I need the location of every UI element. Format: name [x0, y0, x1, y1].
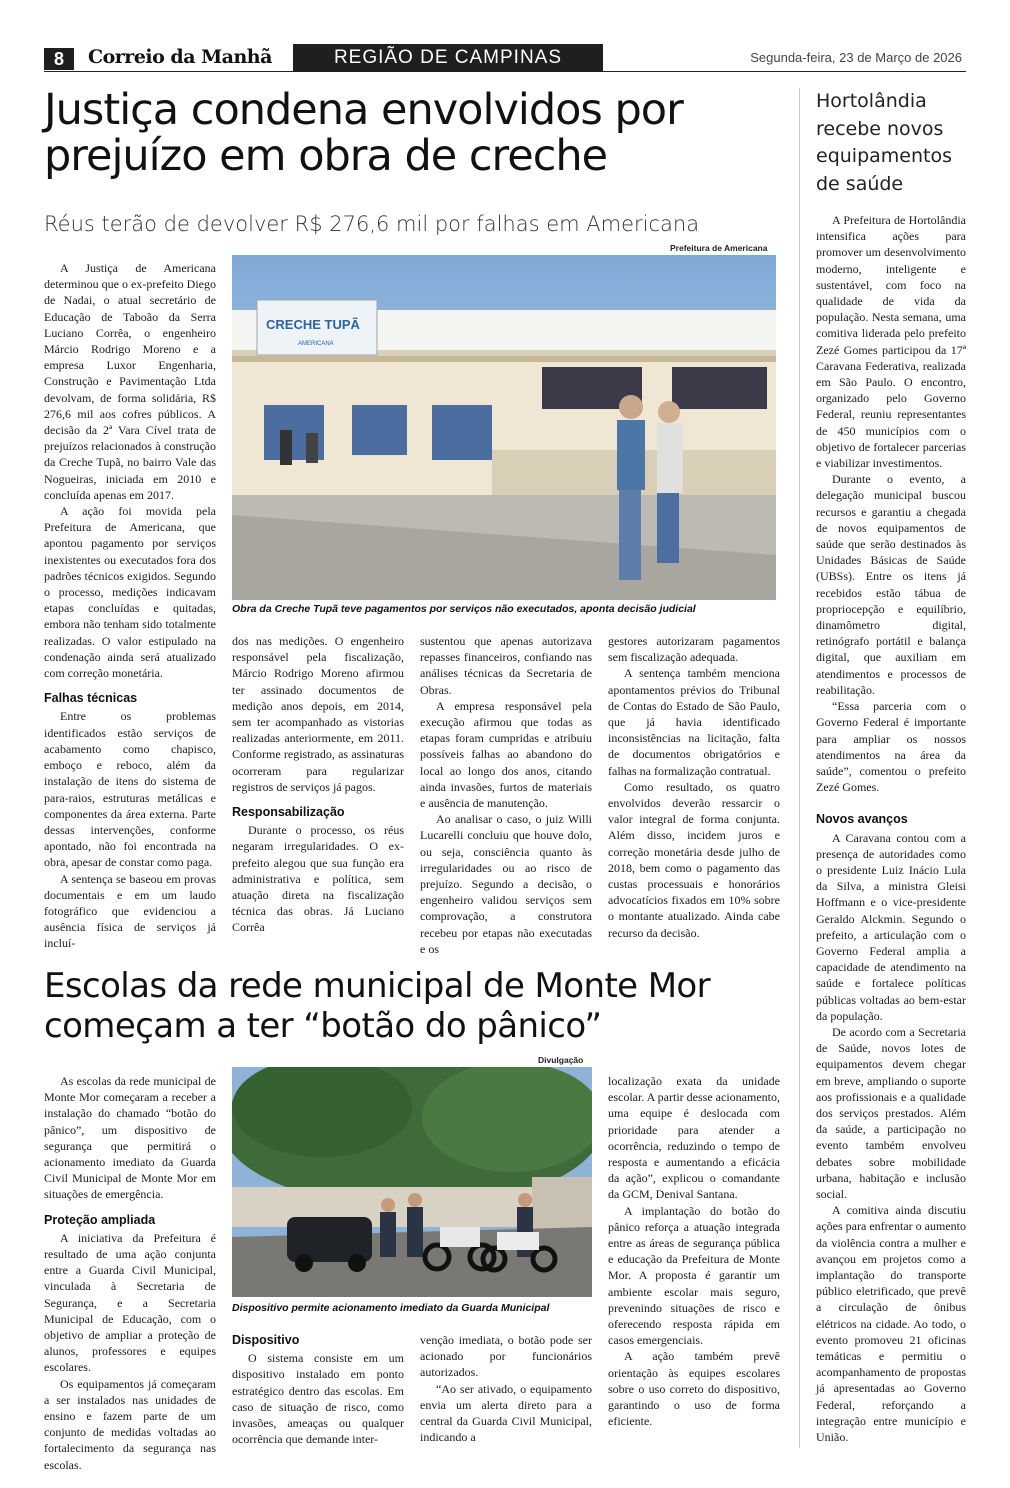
- paragraph: localização exata da unidade escolar. A partir desse acionamento, uma equipe é deslocada com prioridade para atender a ocorrência, reduzindo o tempo de resposta e aumentando a eficácia da ação”, explicou o comandante da GCM, Denival Santana.: [608, 1074, 780, 1202]
- paragraph: Durante o processo, os réus negaram irregularidades. O ex-prefeito alegou que sua função era administrativa e política, sem atuação direta na fiscalização técnica das obras. Já Luciano Corrêa: [232, 823, 404, 935]
- paragraph: O sistema consiste em um dispositivo instalado em ponto estratégico dentro das escolas. Em caso de situação de risco, como invasões, ameaças ou qualquer ocorrência que demande inter-: [232, 1351, 404, 1447]
- paragraph: As escolas da rede municipal de Monte Mor começaram a receber a instalação do chamado “botão do pânico”, um dispositivo de segurança que permitirá o acionamento imediato da Guarda Civil Municipal de Monte Mor em situações de emergência.: [44, 1074, 216, 1202]
- article2-column-2: [232, 1323, 404, 1447]
- paragraph: A sentença também menciona apontamentos prévios do Tribunal de Contas do Estado de São Paulo, que já havia identificado inconsistências na licitação, falta de documentos obrigatórios e falhas na formalização contratual.: [608, 666, 780, 778]
- section-label: REGIÃO DE CAMPINAS: [293, 44, 603, 72]
- article1-photo: [232, 255, 776, 600]
- guards-and-vehicles-illustration: [232, 1067, 592, 1297]
- article2-photo: [232, 1067, 592, 1297]
- paragraph: A sentença se baseou em provas documentais e em um laudo fotográfico que evidenciou a ausência física de serviços já incluí-: [44, 871, 216, 951]
- paragraph: De acordo com a Secretaria de Saúde, novos lotes de equipamentos devem chegar em breve, ampliando o suporte aos profissionais e a qualidade dos serviços prestados. Além da saúde, a participação no evento também envolveu debates sobre mobilidade urbana, habitação e inclusão social.: [816, 1024, 966, 1201]
- column-divider: [799, 88, 800, 1448]
- paragraph: gestores autorizaram pagamentos sem fiscalização adequada.: [608, 634, 780, 665]
- article2-subheading-protecao: Proteção ampliada: [44, 1212, 156, 1227]
- creche-building-illustration: [232, 255, 776, 600]
- paragraph: sustentou que apenas autorizava repasses financeiros, confiando nas análises técnicas da Secretaria de Obras.: [420, 634, 592, 697]
- article2-photo-caption: Dispositivo permite acionamento imediato da Guarda Municipal: [232, 1302, 550, 1314]
- paragraph: A iniciativa da Prefeitura é resultado de uma ação conjunta entre a Guarda Civil Municipal, vinculada à Secretaria de Segurança, e a Secretaria Municipal de Educação, com o objetivo de ampliar a proteção de alunos, professores e equipes escolares.: [44, 1230, 216, 1375]
- article1-subheading-responsabilizacao: Responsabilização: [232, 805, 345, 820]
- sidebar-headline: Hortolândia recebe novos equipamentos de saúde: [816, 90, 952, 195]
- paragraph: Os equipamentos já começaram a ser instalados nas unidades de ensino e fazem parte de um conjunto de medidas voltadas ao fortalecimento da segurança nas escolas.: [44, 1376, 216, 1472]
- paragraph: A ação foi movida pela Prefeitura de Americana, que apontou pagamento por serviços inexistentes ou executados fora dos padrões técnicos exigidos. Segundo o processo, medições indicavam etapas concluídas e quitadas, embora não tenham sido totalmente realizadas. O valor estipulado na condenação ainda será atualizado com correção monetária.: [44, 504, 216, 681]
- paragraph: A Justiça de Americana determinou que o ex-prefeito Diego de Nadai, o atual secretário de Educação de Taboão da Serra Luciano Corrêa, o engenheiro Márcio Rodrigo Moreno e a empresa Luxor Engenharia, Construção e Pavimentação Ltda devolvam, de forma solidária, R$ 276,6 mil aos cofres públicos. A decisão da 2ª Vara Cível trata de prejuízos relacionados à construção da Creche Tupã, no bairro Vale das Nogueiras, iniciada em 2010 e concluída apenas em 2017.: [44, 261, 216, 502]
- paragraph: A Prefeitura de Hortolândia intensifica ações para promover um desenvolvimento moderno, inteligente e sustentável, com foco na qualidade de vida da população. Nesta semana, uma comitiva liderada pelo prefeito Zezé Gomes participou da 17ª Caravana Federativa, realizada em São Paulo. O encontro, organizado pelo Governo Federal, reuniu representantes de 450 municípios com o objetivo de fortalecer parcerias e viabilizar investimentos.: [816, 213, 966, 471]
- article1-column-4: [608, 633, 780, 941]
- paragraph: Como resultado, os quatro envolvidos deverão ressarcir o valor integral de forma conjunta. Além disso, incidem juros e correção monetária desde julho de 2018, bem como o pagamento das custas processuais e honorários advocatícios fixados em 10% sobre o montante atualizado. Ainda cabe recurso da decisão.: [608, 779, 780, 940]
- article2-photo-credit: Divulgação: [538, 1055, 584, 1065]
- article1-column-2: [232, 633, 404, 936]
- article2-column-4: [608, 1073, 780, 1429]
- edition-date: Segunda-feira, 23 de Março de 2026: [750, 50, 962, 65]
- page-number: 8: [44, 48, 74, 70]
- paragraph: venção imediata, o botão pode ser acionado por funcionários autorizados.: [420, 1333, 592, 1380]
- paragraph: A empresa responsável pela execução afirmou que todas as etapas foram cumpridas e atribuiu possíveis falhas ao abandono do local ao longo dos anos, citando ainda invasões, furtos de materiais e ausência de manutenção.: [420, 698, 592, 811]
- article2-column-3: [420, 1332, 592, 1445]
- article2-headline: Escolas da rede municipal de Monte Mor começam a ter “botão do pânico”: [44, 966, 711, 1047]
- paragraph: “Ao ser ativado, o equipamento envia um alerta direto para a central da Guarda Civil Municipal, indicando a: [420, 1381, 592, 1445]
- paragraph: dos nas medições. O engenheiro responsável pela fiscalização, Márcio Rodrigo Moreno afirmou ter assinado documentos de medição anos depois, em 2014, sem ter acompanhado as vistorias realizadas anteriormente, em 2011. Conforme registrado, as assinaturas ocorreram para regularizar registros de serviços já pagos.: [232, 634, 404, 794]
- article1-headline: Justiça condena envolvidos por prejuízo em obra de creche: [44, 85, 683, 182]
- sidebar-column: [816, 212, 966, 1445]
- article1-subtitle: Réus terão de devolver R$ 276,6 mil por falhas em Americana: [44, 212, 700, 236]
- photo-sign-text: CRECHE TUPÃ: [266, 317, 360, 332]
- newspaper-name: Correio da Manhã: [88, 46, 272, 68]
- article1-column-1: [44, 260, 216, 952]
- article2-subheading-dispositivo: Dispositivo: [232, 1333, 300, 1347]
- article1-photo-credit: Prefeitura de Americana: [670, 243, 768, 253]
- article1-photo-caption: Obra da Creche Tupã teve pagamentos por serviços não executados, aponta decisão judicial: [232, 603, 696, 615]
- page-header: [44, 46, 966, 72]
- article1-subheading-falhas: Falhas técnicas: [44, 691, 138, 706]
- paragraph: A ação também prevê orientação às equipes escolares sobre o uso correto do dispositivo, garantindo o uso de forma eficiente.: [608, 1349, 780, 1429]
- paragraph: A implantação do botão do pânico reforça a atuação integrada entre as áreas de segurança pública e educação da Prefeitura de Monte Mor. A proposta é garantir um ambiente escolar mais seguro, prevenindo situações de risco e oferecendo resposta rápida em casos emergenciais.: [608, 1203, 780, 1348]
- paragraph: Entre os problemas identificados estão serviços de acabamento como chapisco, emboço e reboco, além da instalação de itens do sistema de para-raios, estruturas metálicas e componentes da área externa. Parte dessas intervenções, conforme apontado, não foi encontrada na obra, apesar de constar como paga.: [44, 709, 216, 870]
- paragraph: “Essa parceria com o Governo Federal é importante para ampliar os nossos atendimentos na área da saúde”, comentou o prefeito Zezé Gomes.: [816, 699, 966, 795]
- paragraph: A comitiva ainda discutiu ações para enfrentar o aumento da violência contra a mulher e avançou em projetos como a implantação do transporte público eletrificado, que prevê a circulação de ônibus elétricos na cidade. Ao todo, o evento promoveu 21 oficinas temáticas e permitiu o acompanhamento de propostas já apresentadas ao Governo Federal, reforçando a integração entre município e União.: [816, 1203, 966, 1445]
- sidebar-subheading-novos-avancos: Novos avanços: [816, 812, 908, 827]
- article1-column-3: [420, 633, 592, 957]
- article2-column-1: [44, 1073, 216, 1473]
- photo-sign-small-text: AMERICANA: [298, 341, 334, 347]
- paragraph: A Caravana contou com a presença de autoridades como o presidente Luiz Inácio Lula da Silva, a ministra Gleisi Hoffmann e o vice-presidente Geraldo Alckmin. Segundo o prefeito, a articulação com o Governo Federal amplia a capacidade de atendimento na saúde e fortalece políticas públicas voltadas ao bem-estar da população.: [816, 830, 966, 1023]
- paragraph: Durante o evento, a delegação municipal buscou recursos e garantiu a chegada de novos equipamentos de saúde que serão destinados às Unidades Básicas de Saúde (UBSs). Entre os itens já recebidos estão tábua de propriocepção e equilíbrio, dinamômetro digital, retinógrafo portátil e balança digital, que auxiliam em atendimentos e processos de reabilitação.: [816, 472, 966, 697]
- paragraph: Ao analisar o caso, o juiz Willi Lucarelli concluiu que houve dolo, ou seja, consciência quanto às irregularidades ou ao risco de prejuízo. Segundo a decisão, o engenheiro validou serviços sem comprovação, a construtora recebeu por etapas não executadas e os: [420, 812, 592, 956]
